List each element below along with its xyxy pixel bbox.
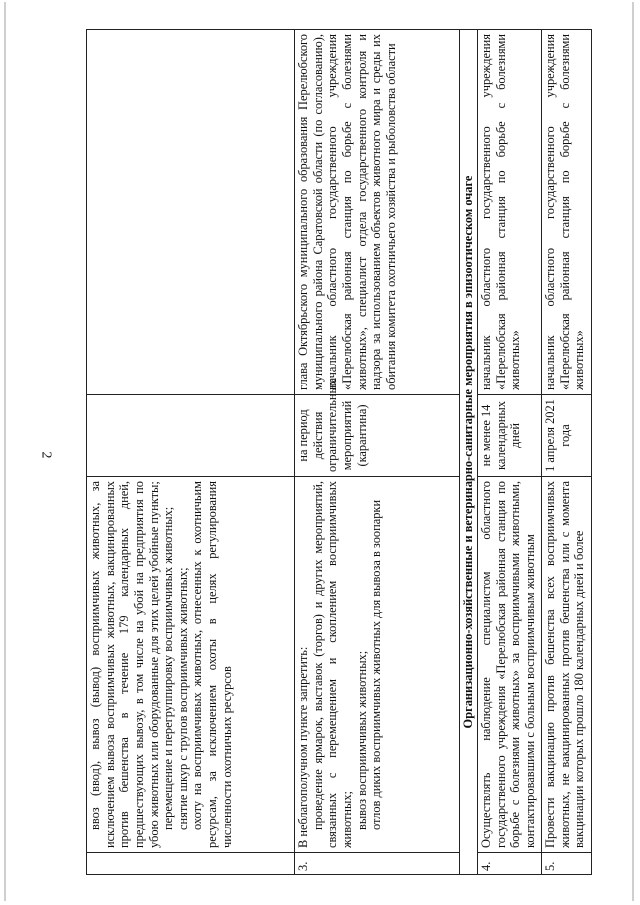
measure-paragraph: проведение ярмарок, выставок (торгов) и других мероприятий, связанных с перемещением и скоплением восприимчивых животных;: [310, 481, 354, 848]
measure-paragraph: перемещение и перегруппировку восприимчивых животных;: [161, 506, 176, 830]
measure-paragraph: охоту на восприимчивых животных, отнесенных к охотничьим ресурсам, за исключением охоты в целях регулирования численности охотничьих ресурсов: [190, 481, 234, 848]
measure-paragraph: ввоз (ввод), вывоз (вывод) восприимчивых животных, за исключением вывоза восприимчивых животных, вакцинированных против бешенства в течение 179 календарных дней, предшествующих вывозу, в том числе на убой на предприятия по убою животных или оборудованные для этих целей убойные пункты;: [88, 481, 161, 848]
term-cell: [87, 395, 295, 477]
term-cell: 1 апреля 2021 года: [542, 395, 592, 477]
section-heading-row: [460, 30, 478, 875]
rotated-table-page: [86, 30, 591, 875]
table-row: [478, 30, 542, 875]
section-heading: Организационно-хозяйственные и ветеринарно-санитарные мероприятия в эпизоотическом очаге: [460, 30, 478, 875]
responsible-cell: глава Октябрьского муниципального образования Перелюбского муниципального района Саратовской области (по согласованию), начальник областного государственного учреждения «Перелюбская районная станция по борьбе с болезнями животных», специалист отдела государственного контроля и надзора за использованием объектов животного мира и среды их обитания комитета охотничьего хозяйства и рыболовства области: [295, 30, 460, 395]
table-row: [295, 30, 460, 875]
row-number: 4.: [478, 853, 542, 875]
term-cell: не менее 14 календарных дней: [478, 395, 542, 477]
table-row: [87, 30, 295, 875]
measure-paragraph: снятие шкур с трупов восприимчивых животных;: [175, 567, 190, 830]
measures-cell: Провести вакцинацию против бешенства всех восприимчивых животных, не вакцинированных против бешенства или с момента вакцинации которых прошло 180 календарных дней и более: [542, 477, 592, 853]
measure-paragraph: вывоз восприимчивых животных;: [354, 650, 369, 830]
measure-paragraph: отлов диких восприимчивых животных для вывоза в зоопарки: [369, 499, 384, 830]
row-number: [87, 853, 295, 875]
measures-cell: Осуществлять наблюдение специалистом областного государственного учреждения «Перелюбская районная станция по борьбе с болезнями животных» за восприимчивыми животными, контактировавшими с больным восприимчивым животным: [478, 477, 542, 853]
row-number: 3.: [295, 853, 460, 875]
term-cell: на период действия ограничительных мероприятий (карантина): [295, 395, 460, 477]
table-row: [542, 30, 592, 875]
responsible-cell: [87, 30, 295, 395]
responsible-cell: начальник областного государственного учреждения «Перелюбская районная станция по борьбе с болезнями животных»: [542, 30, 592, 395]
measures-cell: [87, 477, 295, 853]
responsible-cell: начальник областного государственного учреждения «Перелюбская районная станция по борьбе с болезнями животных»: [478, 30, 542, 395]
row-number: 5.: [542, 853, 592, 875]
measure-paragraph: В неблагополучном пункте запретить:: [296, 646, 310, 848]
page-number: 2: [38, 451, 54, 459]
measures-cell: [295, 477, 460, 853]
measures-table: [86, 29, 592, 875]
